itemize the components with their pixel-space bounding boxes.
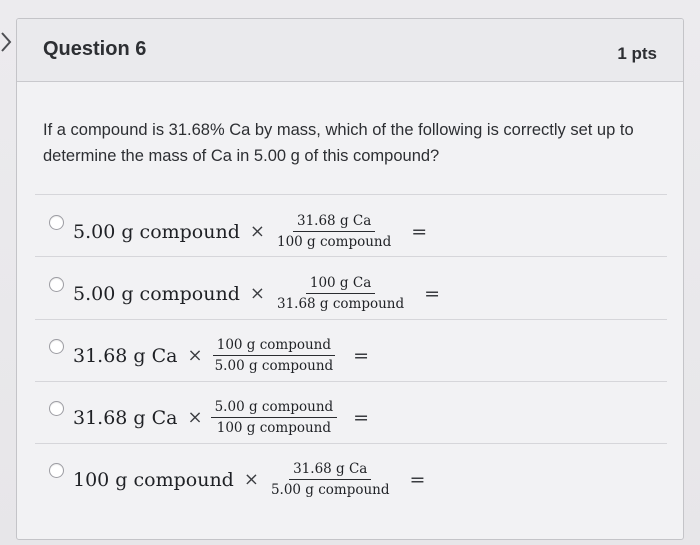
fraction-numerator: 31.68 g Ca	[289, 461, 371, 480]
radio-button[interactable]	[49, 339, 64, 354]
divider	[35, 194, 667, 195]
equals-symbol: =	[409, 468, 426, 491]
equals-symbol: =	[353, 406, 370, 429]
times-symbol: ×	[249, 283, 265, 304]
answer-option-5[interactable]	[43, 455, 643, 511]
fraction	[211, 399, 338, 436]
answer-lead: 100 g compound	[73, 468, 234, 491]
answer-expression	[73, 337, 369, 374]
times-symbol: ×	[249, 221, 265, 242]
fraction-denominator: 31.68 g compound	[276, 296, 405, 312]
fraction	[267, 461, 394, 498]
equals-symbol: =	[424, 282, 441, 305]
answer-option-1[interactable]	[43, 207, 643, 263]
question-points: 1 pts	[617, 44, 657, 63]
answer-lead: 5.00 g compound	[73, 282, 240, 305]
fraction-numerator: 100 g Ca	[306, 275, 375, 294]
fraction-numerator: 31.68 g Ca	[293, 213, 375, 232]
equals-symbol: =	[353, 344, 370, 367]
answer-option-4[interactable]	[43, 393, 643, 449]
times-symbol: ×	[187, 345, 203, 366]
answer-expression	[73, 461, 425, 498]
answer-lead: 31.68 g Ca	[73, 406, 178, 429]
fraction	[273, 213, 395, 250]
times-symbol: ×	[187, 407, 203, 428]
radio-button[interactable]	[49, 277, 64, 292]
radio-button[interactable]	[49, 463, 64, 478]
answer-expression	[73, 213, 427, 250]
fraction-numerator: 5.00 g compound	[211, 399, 338, 418]
fraction-denominator: 5.00 g compound	[214, 358, 334, 374]
answer-expression	[73, 399, 369, 436]
fraction	[211, 337, 338, 374]
answer-lead: 31.68 g Ca	[73, 344, 178, 367]
fraction-numerator: 100 g compound	[213, 337, 335, 356]
times-symbol: ×	[243, 469, 259, 490]
divider	[35, 443, 667, 444]
chevron-right-icon[interactable]	[0, 30, 14, 56]
answer-option-2[interactable]	[43, 269, 643, 325]
answer-expression	[73, 275, 440, 312]
answer-option-3[interactable]	[43, 331, 643, 387]
question-header	[17, 19, 683, 82]
radio-button[interactable]	[49, 215, 64, 230]
question-card	[16, 18, 684, 540]
divider	[35, 319, 667, 320]
fraction	[273, 275, 408, 312]
answer-lead: 5.00 g compound	[73, 220, 240, 243]
radio-button[interactable]	[49, 401, 64, 416]
question-title: Question 6	[43, 38, 147, 60]
fraction-denominator: 5.00 g compound	[270, 482, 390, 498]
divider	[35, 256, 667, 257]
fraction-denominator: 100 g compound	[216, 420, 332, 436]
fraction-denominator: 100 g compound	[276, 234, 392, 250]
equals-symbol: =	[411, 220, 428, 243]
question-text: If a compound is 31.68% Ca by mass, which of the following is correctly set up to determine the mass of Ca in 5.00 g of this compound?	[43, 121, 634, 165]
divider	[35, 381, 667, 382]
